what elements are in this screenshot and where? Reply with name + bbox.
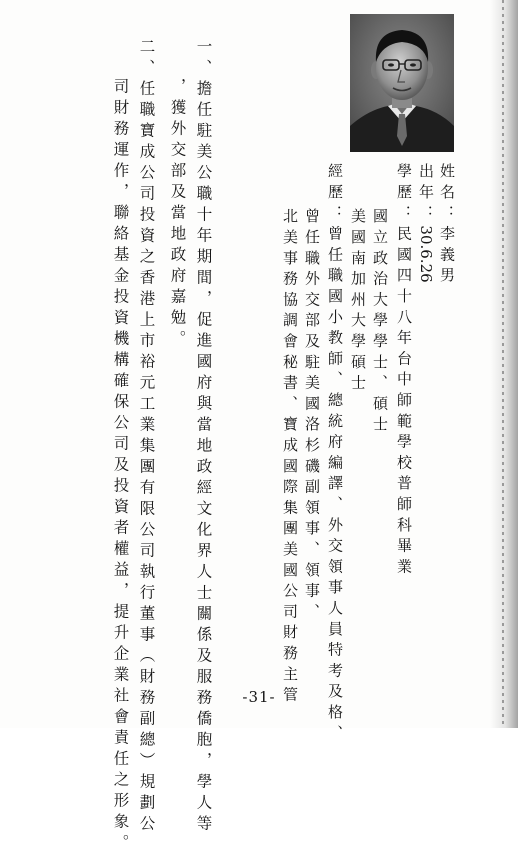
birth-value: 30.6.26: [417, 225, 435, 283]
scan-edge-line: [502, 0, 504, 728]
achievement-1-line-1: 一、擔任駐美公職十年期間，促進國府與當地政經文化界人士關係及服務僑胞，學人等: [194, 38, 213, 836]
education-line-3: 美國南加州大學碩士: [349, 208, 367, 396]
experience-line-1: 經歷：曾任職國小教師、總統府編譯、外交領事人員特考及格、: [326, 163, 344, 746]
achievement-2-line-1: 二、任職寶成公司投資之香港上市裕元工業集團有限公司執行董事（財務副總）規劃公: [137, 38, 156, 836]
name-line: 姓名：李義男: [438, 163, 456, 288]
portrait-photo: [350, 14, 454, 152]
achievement-1-line-2: ，獲外交部及當地政府嘉勉。: [168, 78, 187, 351]
achievement-2-line-2: 司財務運作，聯絡基金投資機構確保公司及投資者權益，提升企業社會責任之形象。: [111, 78, 130, 855]
education-line-1: 學歷：民國四十八年台中師範學校普師科畢業: [395, 163, 413, 579]
experience-line-2: 曾任職外交部及駐美國洛杉磯副領事、領事、: [303, 208, 321, 624]
birth-label: 出年：: [417, 163, 435, 226]
education-line-2: 國立政治大學學士、碩士: [371, 208, 389, 437]
scan-edge-shadow: [490, 0, 518, 728]
birth-line: [418, 163, 433, 283]
page-number: -31-: [242, 688, 276, 706]
experience-line-3: 北美事務協調會秘書、寶成國際集團美國公司財務主管: [281, 208, 299, 708]
